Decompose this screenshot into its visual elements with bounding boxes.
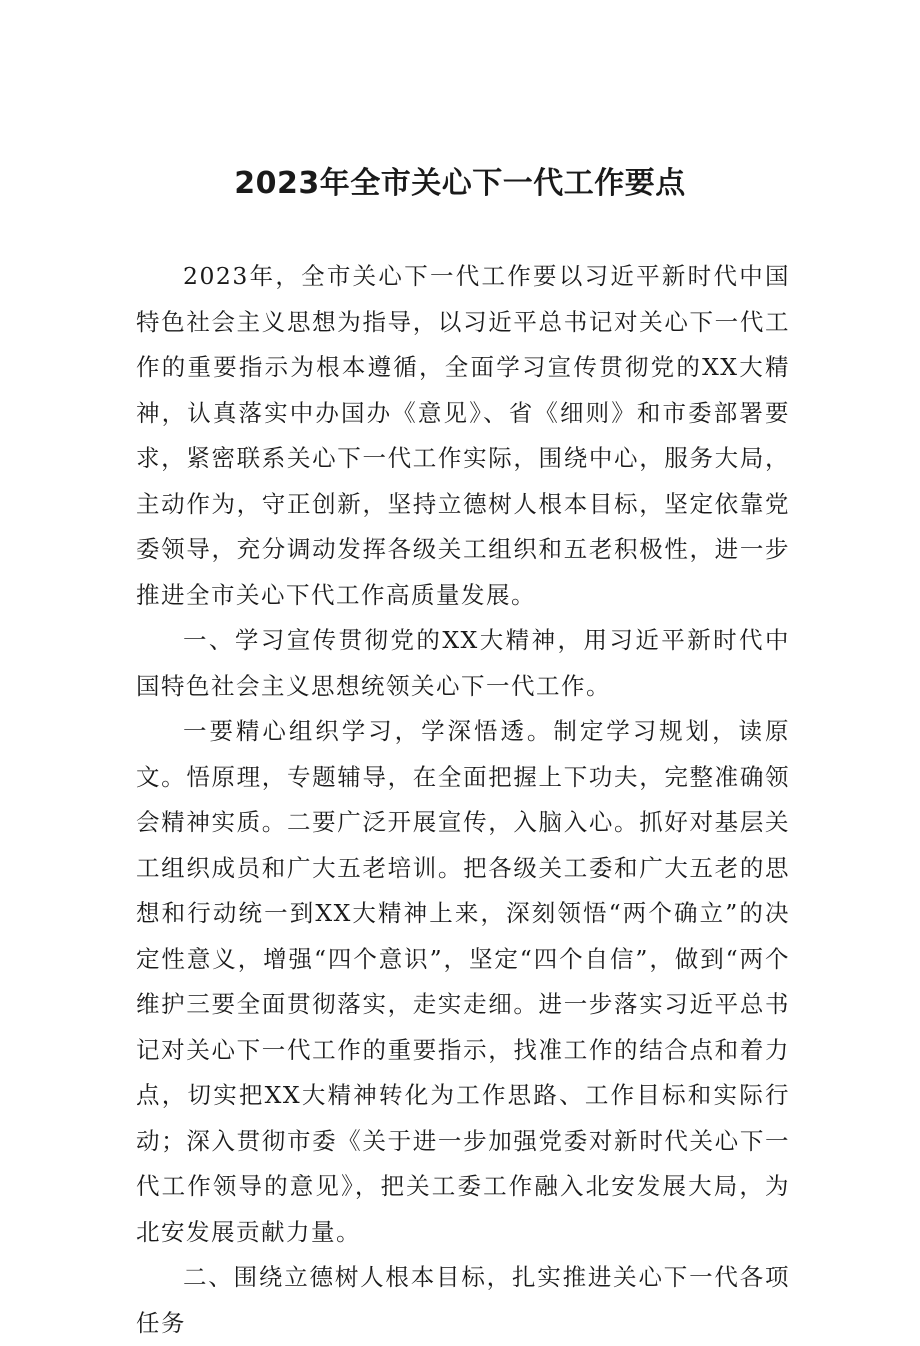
paragraph-section-two-heading: 二、围绕立德树人根本目标，扎实推进关心下一代各项任务 [136,1263,790,1337]
paragraph-section-one-heading: 一、学习宣传贯彻党的XX大精神，用习近平新时代中国特色社会主义思想统领关心下一代工作。 [136,626,790,700]
paragraph-section-one-body: 一要精心组织学习，学深悟透。制定学习规划，读原文。悟原理，专题辅导，在全面把握上下功夫，完整准确领会精神实质。二要广泛开展宣传，入脑入心。抓好对基层关工组织成员和广大五老培训。把各级关工委和广大五老的思想和行动统一到XX大精神上来，深刻领悟“两个确立”的决定性意义，增强“四个意识”，坚定“四个自信”，做到“两个维护三要全面贯彻落实，走实走细。进一步落实习近平总书记对关心下一代工作的重要指示，找准工作的结合点和着力点，切实把XX大精神转化为工作思路、工作目标和实际行动；深入贯彻市委《关于进一步加强党委对新时代关心下一代工作领导的意见》，把关工委工作融入北安发展大局，为北安发展贡献力量。 [136,717,790,1246]
document-title: 2023年全市关心下一代工作要点 [234,166,686,201]
document-body [136,254,790,1346]
paragraph-intro: 2023年，全市关心下一代工作要以习近平新时代中国特色社会主义思想为指导，以习近平总书记对关心下一代工作的重要指示为根本遵循，全面学习宣传贯彻党的XX大精神，认真落实中办国办《意见》、省《细则》和市委部署要求，紧密联系关心下一代工作实际，围绕中心，服务大局，主动作为，守正创新，坚持立德树人根本目标，坚定依靠党委领导，充分调动发挥各级关工组织和五老积极性，进一步推进全市关心下代工作高质量发展。 [136,262,790,609]
